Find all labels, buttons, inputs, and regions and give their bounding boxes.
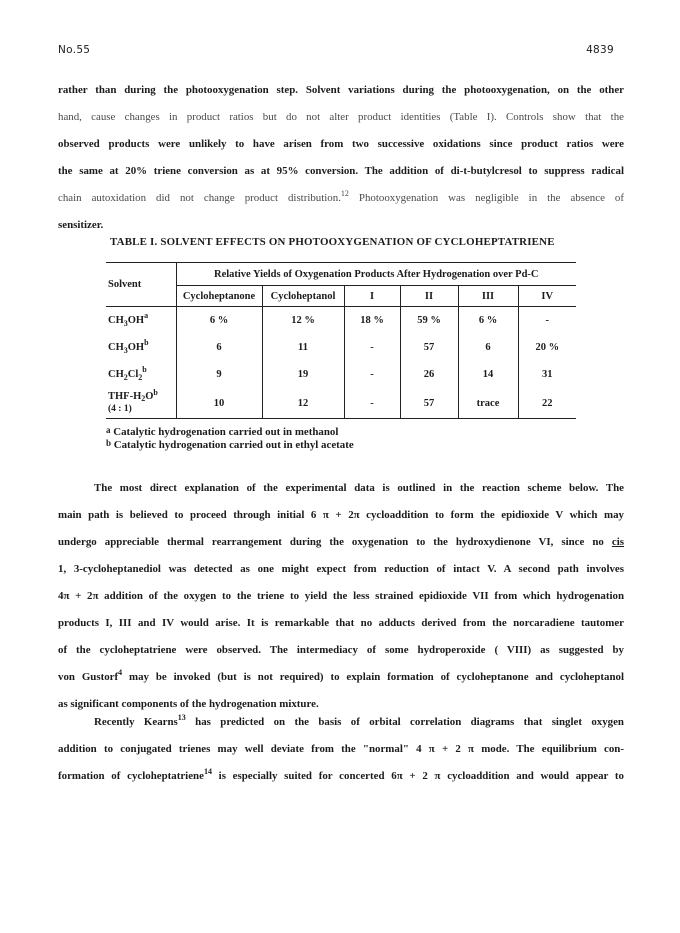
column-header-solvent: Solvent <box>106 263 176 307</box>
text-span: Photooxygenation was negligible in the absence of <box>348 192 624 204</box>
text-line: Recently Kearns$^{13}$ has predicted on the basis of orbital correlation diagrams that singlet oxygen <box>94 713 624 728</box>
paragraph-kearns <box>58 712 624 793</box>
text-line: formation of cycloheptatriene$^{14}$ is especially suited for concerted 6π + 2 π cycloaddition and would appear to <box>58 767 624 782</box>
table-cell: 18 % <box>344 307 400 335</box>
table-cell: 6 <box>458 334 518 361</box>
table-cell: - <box>518 307 576 335</box>
reference-superscript: 14 <box>203 767 212 776</box>
text-line: undergo appreciable thermal rearrangement during the oxygenation to the hydroxydienone VI, since no cis <box>58 536 624 548</box>
table-title: TABLE I. SOLVENT EFFECTS ON PHOTOOXYGENATION OF CYCLOHEPTATRIENE <box>110 236 555 248</box>
text-line: 1, 3-cycloheptanediol was detected as one might expect from reduction of intact V. A second path involves <box>58 563 624 575</box>
table-cell: 59 % <box>400 307 458 335</box>
table-cell: 9 <box>176 361 262 388</box>
table-cell: 11 <box>262 334 344 361</box>
text-line: main path is believed to proceed through initial 6 π + 2π cycloaddition to form the epidioxide V which may <box>58 509 624 521</box>
text-line <box>58 188 624 215</box>
text-line: 4π + 2π addition of the oxygen to the triene to yield the less strained epidioxide VII from which hydrogenation <box>58 590 624 602</box>
column-header: II <box>400 286 458 307</box>
table-cell: 57 <box>400 334 458 361</box>
table-row <box>106 388 576 419</box>
column-header: I <box>344 286 400 307</box>
table-cell: - <box>344 361 400 388</box>
column-header: IV <box>518 286 576 307</box>
paragraph-intro <box>58 80 624 242</box>
table-cell: 6 <box>176 334 262 361</box>
table-footnotes <box>106 426 354 452</box>
table-cell: 31 <box>518 361 576 388</box>
solvent-ratio: (4 : 1) <box>108 404 132 414</box>
solvent-cell: $CH_3OH^b$ <box>108 338 149 355</box>
table-cell: - <box>344 334 400 361</box>
table-cell: trace <box>458 388 518 419</box>
table-cell: 14 <box>458 361 518 388</box>
text-span: chain autoxidation did not change product distribution. <box>58 192 341 204</box>
table-cell: 26 <box>400 361 458 388</box>
text-line: the same at 20% triene conversion as at 95% conversion. The addition of di-t-butylcresol to suppress radical <box>58 165 624 177</box>
table-cell: 20 % <box>518 334 576 361</box>
table-cell: 19 <box>262 361 344 388</box>
column-header: III <box>458 286 518 307</box>
table-row <box>106 361 576 388</box>
column-group-header: Relative Yields of Oxygenation Products After Hydrogenation over Pd-C <box>176 263 576 286</box>
table-cell: 22 <box>518 388 576 419</box>
column-header: Cycloheptanol <box>262 286 344 307</box>
table-cell: 6 % <box>458 307 518 335</box>
table-cell: 10 <box>176 388 262 419</box>
table-cell: 6 % <box>176 307 262 335</box>
table-row <box>106 334 576 361</box>
page-number: 4839 <box>586 44 614 56</box>
column-header: Cycloheptanone <box>176 286 262 307</box>
italic-cis-term: cis <box>611 536 624 548</box>
table-cell: 57 <box>400 388 458 419</box>
paragraph-mechanism <box>58 478 624 721</box>
text-line: as significant components of the hydrogenation mixture. <box>58 698 319 710</box>
solvent-cell: THF-$H_2O^b$ (4 : 1) <box>106 388 176 419</box>
text-line: sensitizer. <box>58 219 104 231</box>
text-line: hand, cause changes in product ratios but do not alter product identities (Table I). Controls show that the <box>58 111 624 123</box>
reference-superscript: 4 <box>118 668 123 677</box>
solvent-cell: $CH_2Cl_2^b$ <box>108 365 147 382</box>
text-line: addition to conjugated trienes may well deviate from the "normal" 4 π + 2 π mode. The equilibrium con- <box>58 743 624 755</box>
reference-superscript: 12 <box>340 189 349 198</box>
table-row <box>106 307 576 335</box>
text-line: von Gustorf$^4$ may be invoked (but is not required) to explain formation of cycloheptanone and cycloheptanol <box>58 668 624 683</box>
text-line: rather than during the photooxygenation step. Solvent variations during the photooxygenation, on the other <box>58 84 624 96</box>
footnote-a: $^a$ Catalytic hydrogenation carried out in methanol <box>106 425 339 438</box>
solvent-cell: $CH_3OH^a$ <box>106 307 176 335</box>
text-line: products I, III and IV would arise. It is remarkable that no adducts derived from the norcaradiene tautomer <box>58 617 624 629</box>
reference-superscript: 13 <box>177 713 186 722</box>
text-line: observed products were unlikely to have arisen from two successive oxidations since product ratios were <box>58 138 624 150</box>
table-cell: 12 <box>262 388 344 419</box>
footnote-b: $^b$ Catalytic hydrogenation carried out in ethyl acetate <box>106 438 354 451</box>
journal-issue-number: No.55 <box>58 44 91 56</box>
text-line: of the cycloheptatriene were observed. The intermediacy of some hydroperoxide ( VIII) as suggested by <box>58 644 624 656</box>
table-cell: 12 % <box>262 307 344 335</box>
text-line: The most direct explanation of the experimental data is outlined in the reaction scheme below. The <box>94 482 624 494</box>
table-cell: - <box>344 388 400 419</box>
solvent-effects-table <box>106 262 576 419</box>
